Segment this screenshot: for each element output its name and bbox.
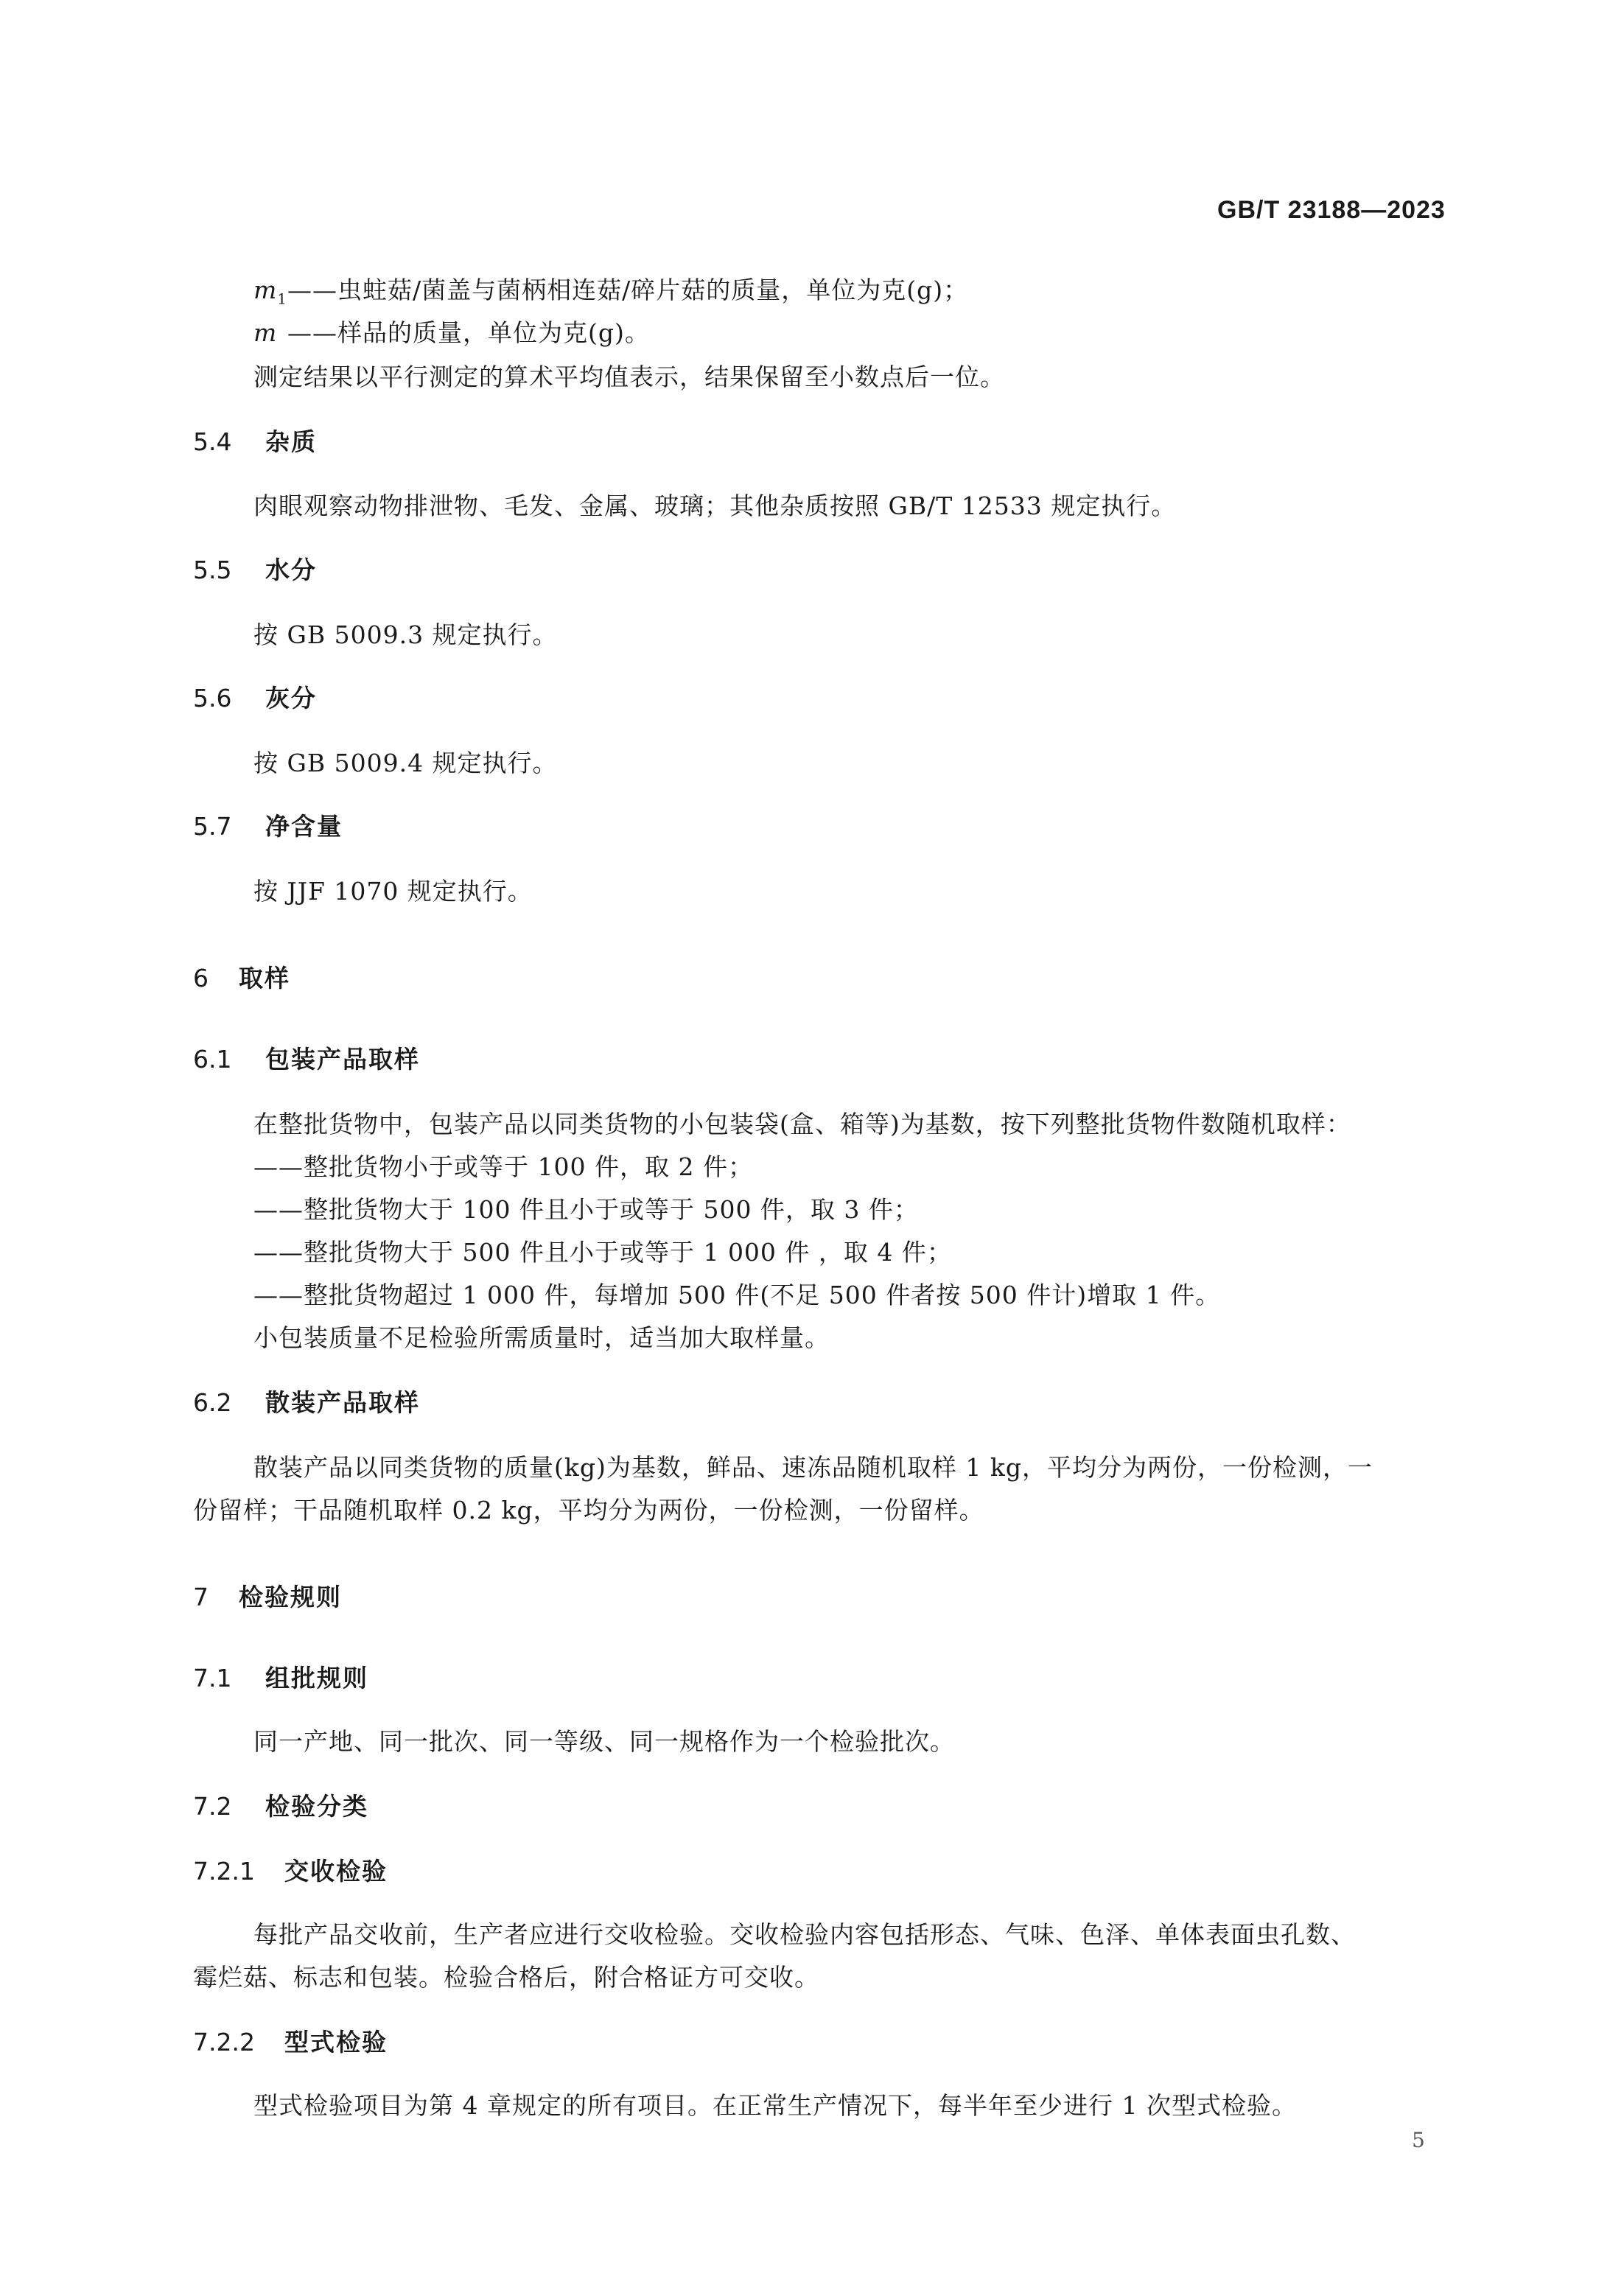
formula-def-m: m ——样品的质量，单位为克(g)。 — [253, 318, 650, 347]
section-paragraph: 肉眼观察动物排泄物、毛发、金属、玻璃；其他杂质按照 GB/T 12533 规定执行。 — [253, 491, 1177, 520]
section-heading: 7.1 组批规则 — [193, 1664, 368, 1692]
symbol: m — [253, 318, 278, 347]
list-item: ——整批货物超过 1 000 件，每增加 500 件(不足 500 件者按 500 件计)增取 1 件。 — [253, 1281, 1221, 1309]
section-paragraph: 同一产地、同一批次、同一等级、同一规格作为一个检验批次。 — [253, 1727, 955, 1756]
section-note: 小包装质量不足检验所需质量时，适当加大取样量。 — [253, 1323, 830, 1352]
section-heading: 5.5 水分 — [193, 556, 317, 584]
subsection-heading: 7.2.2 型式检验 — [193, 2028, 388, 2056]
section-heading: 5.7 净含量 — [193, 812, 343, 841]
list-item: ——整批货物小于或等于 100 件，取 2 件； — [253, 1152, 753, 1181]
formula-def-m1: $m_1——$虫蛀菇/菌盖与菌柄相连菇/碎片菇的质量，单位为克(g)； — [253, 276, 969, 308]
section-heading: 5.4 杂质 — [193, 427, 317, 456]
standard-number: GB/T 23188—2023 — [1217, 196, 1446, 224]
section-paragraph: 在整批货物中，包装产品以同类货物的小包装袋(盒、箱等)为基数，按下列整批货物件数随机取样： — [253, 1110, 1351, 1138]
section-paragraph: 按 JJF 1070 规定执行。 — [253, 877, 533, 906]
list-item: ——整批货物大于 100 件且小于或等于 500 件，取 3 件； — [253, 1195, 919, 1224]
section-paragraph: 每批产品交收前，生产者应进行交收检验。交收检验内容包括形态、气味、色泽、单体表面虫孔数、 — [253, 1920, 1356, 1949]
section-paragraph: 散装产品以同类货物的质量(kg)为基数，鲜品、速冻品随机取样 1 kg，平均分为两份，一份检测，一 — [253, 1453, 1373, 1482]
symbol: $m_1$ — [253, 276, 288, 308]
result-note: 测定结果以平行测定的算术平均值表示，结果保留至小数点后一位。 — [253, 363, 1005, 391]
section-heading: 5.6 灰分 — [193, 684, 317, 713]
section-paragraph: 型式检验项目为第 4 章规定的所有项目。在正常生产情况下，每半年至少进行 1 次型式检验。 — [253, 2091, 1297, 2120]
section-paragraph: 按 GB 5009.4 规定执行。 — [253, 749, 558, 777]
section-heading: 7.2 检验分类 — [193, 1792, 368, 1821]
section-heading: 6.2 散装产品取样 — [193, 1388, 420, 1417]
subsection-heading: 7.2.1 交收检验 — [193, 1857, 388, 1886]
section-paragraph: 份留样；干品随机取样 0.2 kg，平均分为两份，一份检测，一份留样。 — [193, 1496, 984, 1524]
list-item: ——整批货物大于 500 件且小于或等于 1 000 件 ，取 4 件； — [253, 1238, 952, 1267]
section-paragraph: 按 GB 5009.3 规定执行。 — [253, 620, 558, 649]
chapter-heading: 7 检验规则 — [193, 1583, 342, 1611]
chapter-heading: 6 取样 — [193, 964, 290, 993]
page-number: 5 — [1412, 2128, 1425, 2152]
section-paragraph: 霉烂菇、标志和包装。检验合格后，附合格证方可交收。 — [193, 1963, 819, 1992]
section-heading: 6.1 包装产品取样 — [193, 1045, 420, 1074]
